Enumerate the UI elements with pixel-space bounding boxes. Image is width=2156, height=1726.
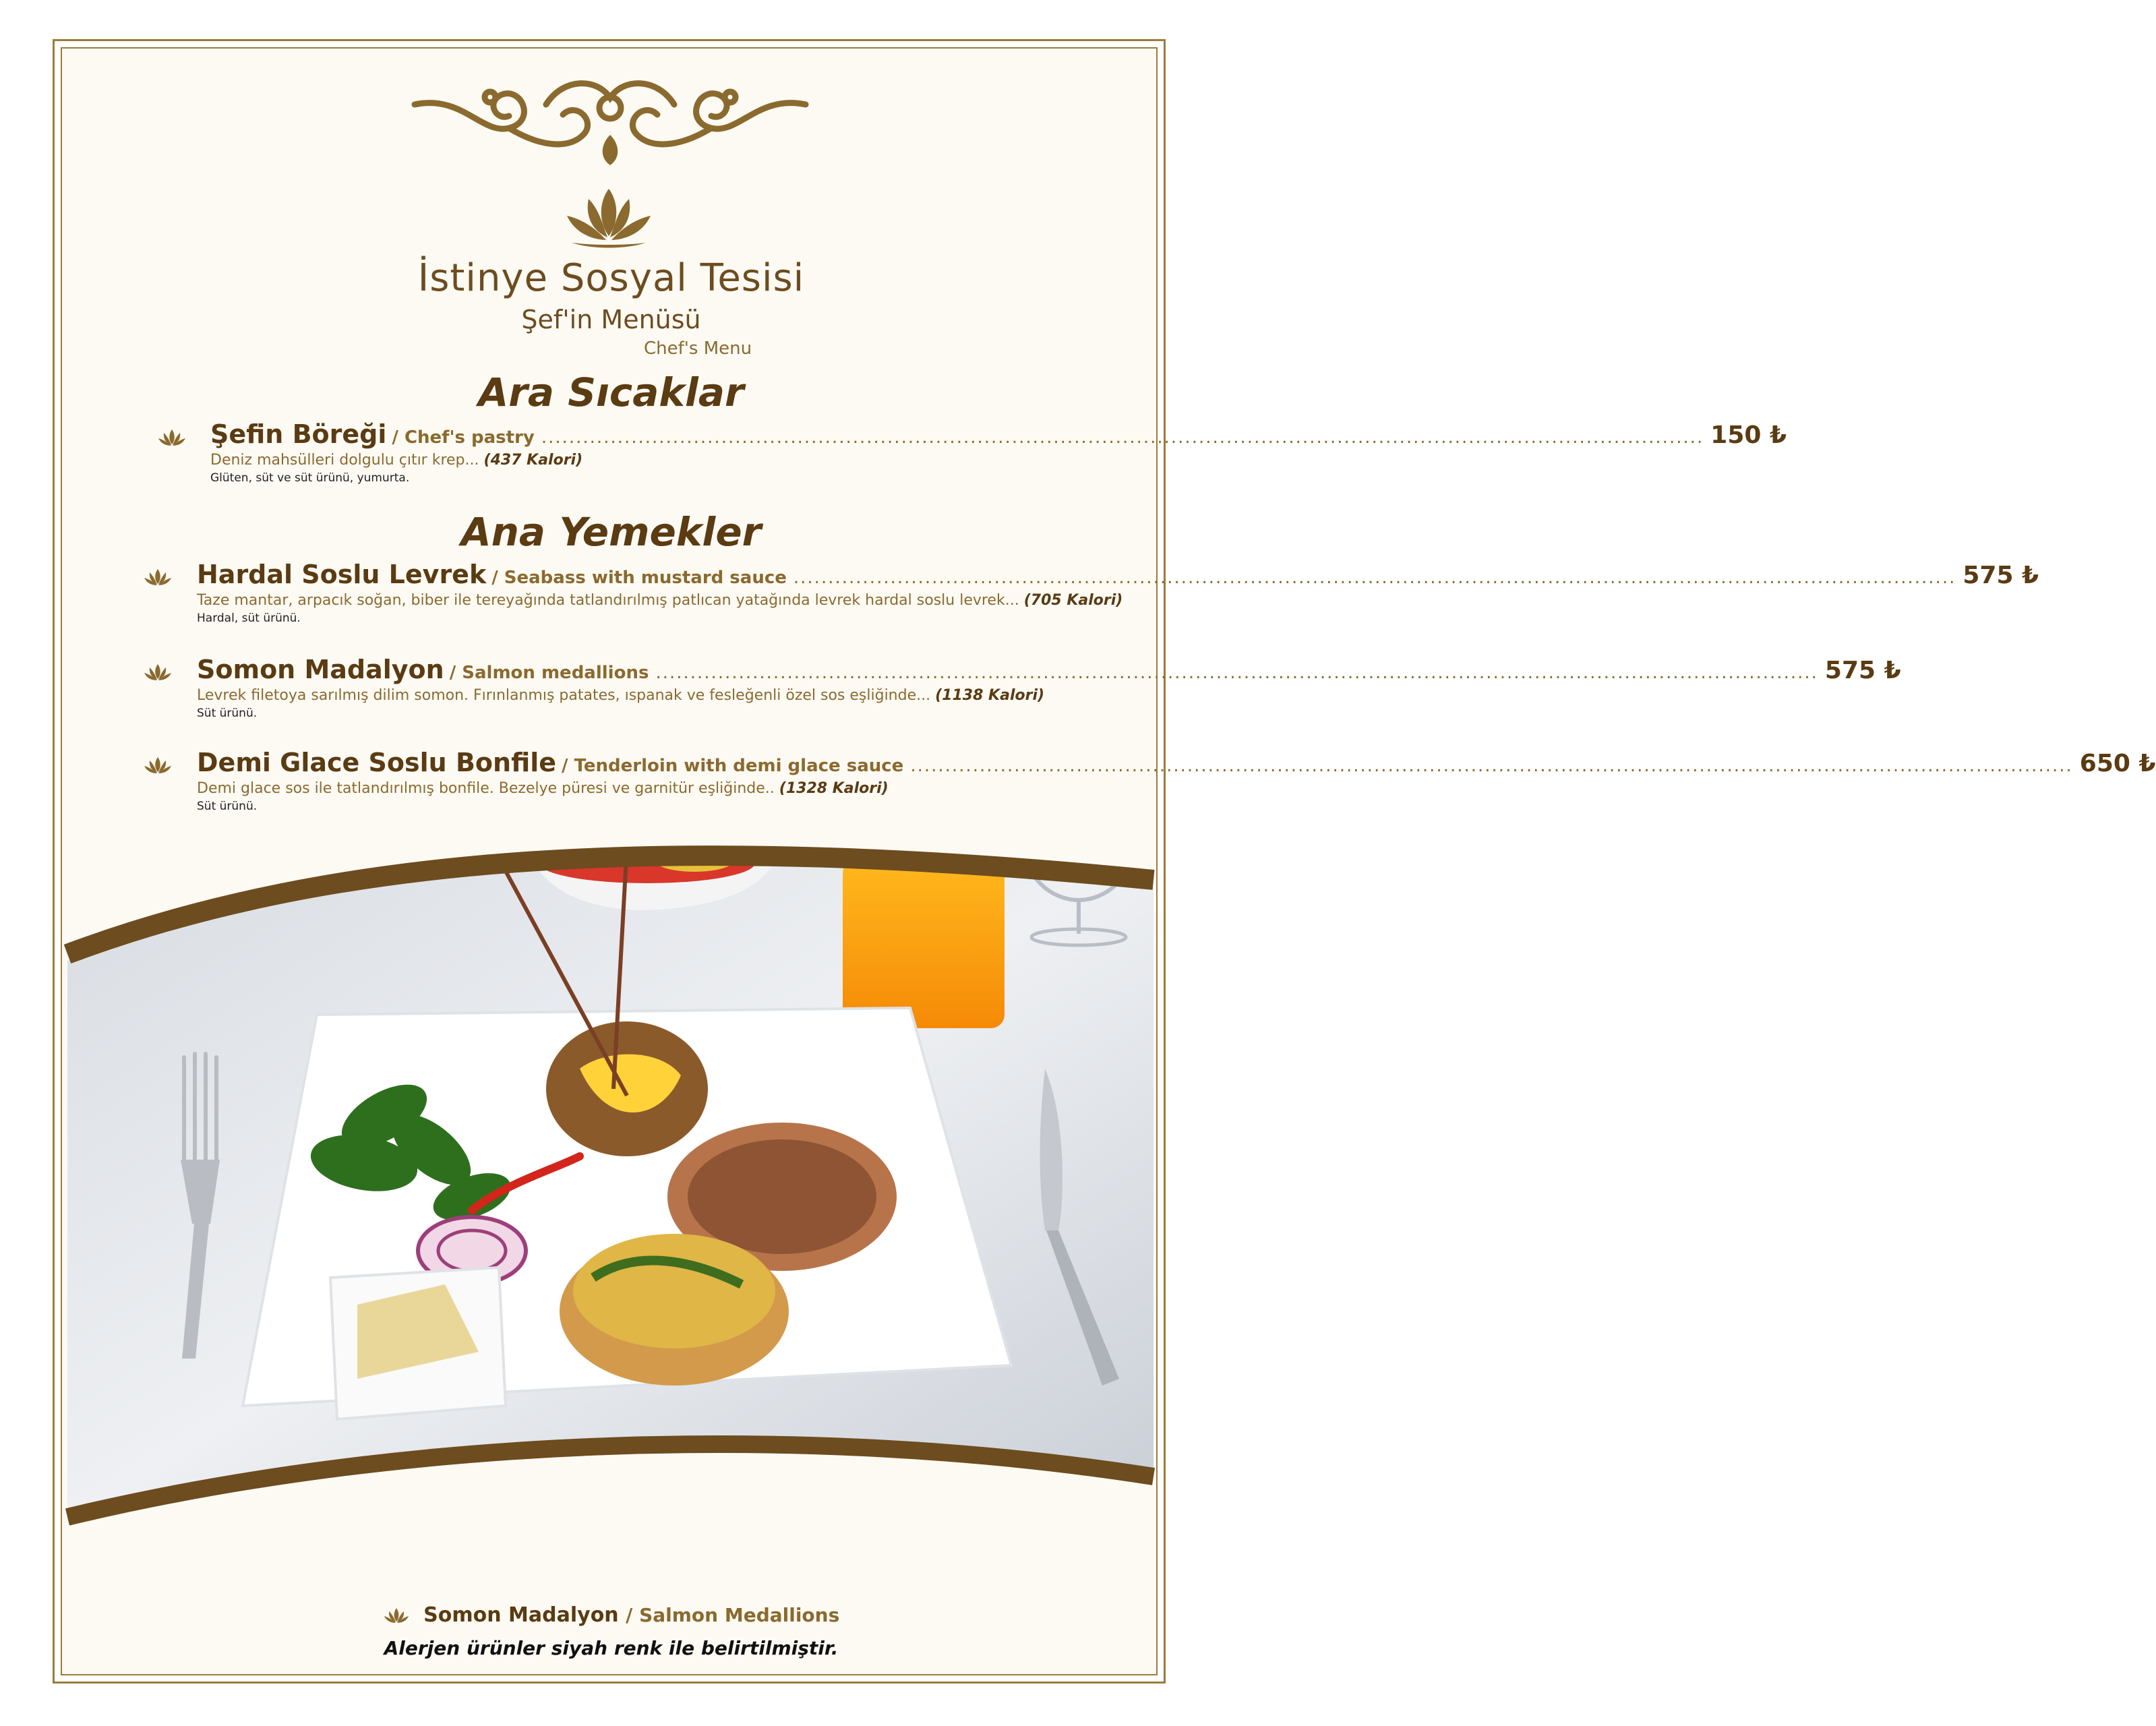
item-price: 575 ₺ <box>1963 562 2039 589</box>
item-name: Şefin Böreği <box>210 419 387 449</box>
section-title-ana-yemekler: Ana Yemekler <box>460 509 762 555</box>
lotus-icon <box>143 756 173 776</box>
item-description <box>197 780 1045 797</box>
menu-item-demi-glace-soslu-bonfile <box>197 748 2156 813</box>
lotus-icon <box>143 663 173 683</box>
item-name: Demi Glace Soslu Bonfile <box>197 748 557 777</box>
lotus-icon <box>383 1607 410 1626</box>
lotus-logo-icon <box>562 189 656 249</box>
menu-item-hardal-soslu-levrek <box>197 560 2039 625</box>
allergens: Süt ürünü. <box>197 707 258 720</box>
menu-subtitle-en: Chef's Menu <box>644 338 752 359</box>
description-text: Deniz mahsülleri dolgulu çıtır krep... <box>210 452 479 469</box>
menu-subtitle: Şef'in Menüsü <box>521 305 701 334</box>
description-text: Levrek filetoya sarılmış dilim somon. Fırınlanmış patates, ıspanak ve fesleğenli özel sos eşliğinde... <box>197 687 931 704</box>
item-price: 150 ₺ <box>1710 421 1787 449</box>
caption-name-en: / Salmon Medallions <box>626 1604 840 1626</box>
description-text: Taze mantar, arpacık soğan, biber ile tereyağında tatlandırılmış patlıcan yatağında levrek hardal soslu levrek... <box>197 592 1019 609</box>
menu-item-sefin-boregi <box>210 419 1787 485</box>
food-photo <box>67 846 1154 1520</box>
item-name-en: / Seabass with mustard sauce <box>491 568 787 588</box>
calories: (705 Kalori) <box>1023 592 1123 609</box>
leader-dots: ........................................................................................................................................................................ <box>655 663 1818 683</box>
restaurant-title: İstinye Sosyal Tesisi <box>417 256 805 300</box>
item-name-en: / Tenderloin with demi glace sauce <box>562 756 904 776</box>
calories: (1138 Kalori) <box>935 687 1045 704</box>
item-name: Hardal Soslu Levrek <box>197 560 487 589</box>
item-description <box>210 452 1038 469</box>
allergens: Glüten, süt ve süt ürünü, yumurta. <box>210 471 410 485</box>
item-description <box>197 592 1123 609</box>
caption-name: Somon Madalyon <box>423 1603 619 1627</box>
allergens: Süt ürünü. <box>197 800 258 813</box>
allergen-note: Alerjen ürünler siyah renk ile belirtilmiştir. <box>384 1637 839 1659</box>
calories: (437 Kalori) <box>483 452 583 469</box>
lotus-icon <box>157 428 187 448</box>
allergens: Hardal, süt ürünü. <box>197 612 301 625</box>
description-text: Demi glace sos ile tatlandırılmış bonfile. Bezelye püresi ve garnitür eşliğinde.. <box>197 780 775 797</box>
ornament-icon <box>408 74 812 169</box>
item-name-en: / Salmon medallions <box>449 663 649 683</box>
leader-dots: ........................................................................................................................................................................ <box>910 756 2073 776</box>
item-description <box>197 687 1045 704</box>
calories: (1328 Kalori) <box>779 780 889 797</box>
item-price: 650 ₺ <box>2079 750 2156 777</box>
item-name-en: / Chef's pastry <box>392 427 535 448</box>
section-title-ara-sicaklar: Ara Sıcaklar <box>478 369 744 415</box>
menu-item-somon-madalyon <box>197 655 1901 720</box>
item-name: Somon Madalyon <box>197 655 444 684</box>
lotus-icon <box>143 568 173 588</box>
leader-dots: ........................................................................................................................................................................ <box>793 568 1956 588</box>
photo-caption <box>0 1603 1222 1627</box>
item-price: 575 ₺ <box>1824 657 1901 684</box>
leader-dots: ........................................................................................................................................................................ <box>541 427 1704 448</box>
